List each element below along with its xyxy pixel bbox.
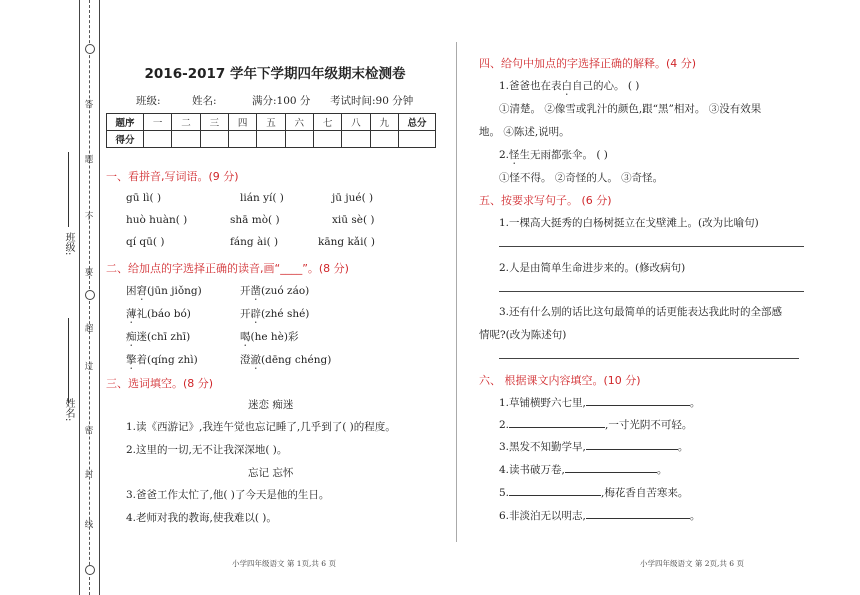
dotted-char: 凿 xyxy=(250,285,261,297)
question xyxy=(499,438,688,454)
seal-char: 封 xyxy=(84,470,94,480)
name-label: 姓名: xyxy=(63,398,74,422)
question xyxy=(499,416,692,432)
question-text: 2. xyxy=(499,149,510,161)
binding-margin xyxy=(0,0,100,595)
score-table-row xyxy=(107,131,436,148)
reading-item xyxy=(126,283,202,303)
reading-options[interactable]: (zhé shé) xyxy=(261,308,310,320)
options: ①清楚。 ②像雪或乳汁的颜色,跟“黑”相对。 ③没有效果 xyxy=(499,103,762,115)
pinyin-item: lián yí( ) xyxy=(240,192,284,204)
reading-options[interactable]: (qíng zhì) xyxy=(147,354,198,366)
question: 2.这里的一切,无不让我深深地( )。 xyxy=(126,444,288,456)
question-text: 5. xyxy=(499,487,510,499)
question-text: 1.爸爸也在表 xyxy=(499,80,562,92)
footer-right: 小学四年级语文 第 2页,共 6 页 xyxy=(640,559,744,568)
seal-char: 不 xyxy=(84,212,94,222)
question: 1.一棵高大挺秀的白杨树挺立在戈壁滩上。(改为比喻句) xyxy=(499,217,759,229)
name-fill-line xyxy=(68,318,69,403)
class-fill-line xyxy=(68,152,69,227)
dotted-char: 白 xyxy=(561,80,573,92)
question: 情呢?(改为陈述句) xyxy=(479,329,567,341)
seal-char: 密 xyxy=(84,426,94,436)
section-1-title: 一、看拼音,写词语。(9 分) xyxy=(106,170,239,183)
dotted-char: 痴 xyxy=(126,331,137,343)
reading-options[interactable]: (jūn jiǒng) xyxy=(147,285,202,297)
question: 3.还有什么别的话比这句最简单的话更能表达我此时的全部感 xyxy=(499,306,783,318)
binding-hole-icon xyxy=(85,44,95,54)
class-info: 班级: xyxy=(136,95,161,107)
word-char: 迷 xyxy=(136,331,147,343)
word-char: 开 xyxy=(240,285,251,297)
reading-item xyxy=(126,352,198,372)
score-cell[interactable] xyxy=(144,131,172,148)
table-cell: 总分 xyxy=(399,114,436,131)
fill-blank[interactable] xyxy=(586,507,690,519)
score-cell[interactable] xyxy=(228,131,256,148)
table-cell: 一 xyxy=(144,114,172,131)
dotted-char: 擎 xyxy=(126,354,137,366)
question: 3.爸爸工作太忙了,他( )了今天是他的生日。 xyxy=(126,489,330,501)
footer-left: 小学四年级语文 第 1页,共 6 页 xyxy=(232,559,336,568)
pinyin-item: qí qū( ) xyxy=(126,236,165,248)
reading-item xyxy=(240,283,309,303)
table-cell: 二 xyxy=(172,114,200,131)
binding-line-inner xyxy=(99,0,100,595)
score-cell[interactable] xyxy=(313,131,341,148)
pinyin-item: fáng ài( ) xyxy=(230,236,279,248)
question-text: 。 xyxy=(677,441,689,453)
table-cell: 九 xyxy=(370,114,398,131)
page-divider xyxy=(456,42,457,542)
question xyxy=(499,78,639,98)
dotted-char: 澈 xyxy=(250,354,261,366)
question-text: 1.草铺横野六七里, xyxy=(499,397,586,409)
table-cell: 八 xyxy=(342,114,370,131)
page-title: 2016-2017 学年下学期四年级期末检测卷 xyxy=(144,66,406,82)
seal-char: 题 xyxy=(84,155,94,165)
reading-options[interactable]: (chī zhī) xyxy=(147,331,191,343)
score-cell[interactable] xyxy=(200,131,228,148)
dotted-char: 怪 xyxy=(509,149,520,161)
section-4-title: 四、给句中加点的字选择正确的解释。(4 分) xyxy=(479,57,697,70)
section-3-title: 三、选词填空。(8 分) xyxy=(106,377,214,390)
section-5-title: 五、按要求写句子。 (6 分) xyxy=(479,194,612,207)
word-char: 彩 xyxy=(287,331,299,343)
question-text: 生无雨都张伞。 ( ) xyxy=(519,149,608,161)
reading-item xyxy=(240,352,331,372)
reading-options[interactable]: (zuó záo) xyxy=(261,285,310,297)
seal-char: 过 xyxy=(84,362,94,372)
seal-char: 线 xyxy=(84,520,94,530)
dotted-char: 辟 xyxy=(250,308,261,320)
table-cell: 六 xyxy=(285,114,313,131)
question-text: 。 xyxy=(689,397,701,409)
reading-options[interactable]: (he hè) xyxy=(250,331,288,343)
word-choices: 迷恋 痴迷 xyxy=(248,399,294,411)
word-choices: 忘记 忘怀 xyxy=(248,467,294,479)
question xyxy=(499,394,700,410)
table-cell: 三 xyxy=(200,114,228,131)
question: 4.老师对我的教诲,使我难以( )。 xyxy=(126,512,277,524)
pinyin-item: xiū sè( ) xyxy=(332,214,375,226)
question-text: ,梅花香自苦寒来。 xyxy=(601,487,689,499)
question-text: 。 xyxy=(689,510,701,522)
reading-item xyxy=(240,306,309,326)
reading-item xyxy=(126,306,191,326)
word-char: 着 xyxy=(136,354,147,366)
table-cell: 五 xyxy=(257,114,285,131)
answer-line[interactable] xyxy=(499,291,804,292)
score-table xyxy=(106,113,436,148)
score-cell[interactable] xyxy=(342,131,370,148)
exam-time: 考试时间:90 分钟 xyxy=(330,95,414,107)
seal-char: 要 xyxy=(84,268,94,278)
section-6-title: 六、 根据课文内容填空。(10 分) xyxy=(479,374,641,387)
question-text: 4.读书破万卷, xyxy=(499,464,565,476)
score-table-header xyxy=(107,114,436,131)
fill-blank[interactable] xyxy=(586,394,690,406)
seal-char: 超 xyxy=(84,324,94,334)
dotted-char: 薄 xyxy=(126,308,137,320)
word-char: 困 xyxy=(126,285,137,297)
dotted-char: 喝 xyxy=(240,331,251,343)
score-cell[interactable] xyxy=(399,131,436,148)
score-cell[interactable] xyxy=(172,131,200,148)
fill-blank[interactable] xyxy=(509,416,605,428)
seal-char: 答 xyxy=(84,100,94,110)
full-score: 满分:100 分 xyxy=(252,95,311,107)
answer-line[interactable] xyxy=(499,246,804,247)
question: 1.读《西游记》,我连午觉也忘记睡了,几乎到了( )的程度。 xyxy=(126,421,396,433)
binding-line-outer xyxy=(79,0,80,595)
fill-blank[interactable] xyxy=(565,461,657,473)
fill-blank[interactable] xyxy=(509,484,601,496)
score-cell[interactable] xyxy=(257,131,285,148)
question-text: 2. xyxy=(499,419,510,431)
options: 地。 ④陈述,说明。 xyxy=(479,126,570,138)
reading-item xyxy=(126,329,190,349)
pinyin-item: huò huàn( ) xyxy=(126,214,188,226)
score-cell[interactable] xyxy=(370,131,398,148)
question-text: 自己的心。 ( ) xyxy=(572,80,640,92)
word-char: 礼 xyxy=(136,308,147,320)
question xyxy=(499,484,688,500)
question-text: 6.非淡泊无以明志, xyxy=(499,510,586,522)
word-char: 开 xyxy=(240,308,251,320)
section-2-title: 二、给加点的字选择正确的读音,画“____”。(8 分) xyxy=(106,262,349,275)
table-cell: 四 xyxy=(228,114,256,131)
question-text: 。 xyxy=(656,464,668,476)
table-cell: 题序 xyxy=(107,114,144,131)
question xyxy=(499,461,667,477)
question xyxy=(499,147,608,167)
question-text: ,一寸光阴不可轻。 xyxy=(605,419,693,431)
table-cell: 七 xyxy=(313,114,341,131)
table-cell: 得分 xyxy=(107,131,144,148)
options: ①怪不得。 ②奇怪的人。 ③奇怪。 xyxy=(499,172,664,184)
pinyin-item: jū jué( ) xyxy=(332,192,374,204)
reading-options[interactable]: (dēng chéng) xyxy=(261,354,332,366)
name-info: 姓名: xyxy=(192,95,217,107)
word-char: 澄 xyxy=(240,354,251,366)
reading-item xyxy=(240,329,298,349)
answer-line[interactable] xyxy=(499,358,799,359)
class-label: 班级: xyxy=(63,232,74,256)
reading-options[interactable]: (báo bó) xyxy=(147,308,191,320)
question: 2.人是由简单生命进步来的。(修改病句) xyxy=(499,262,686,274)
score-cell[interactable] xyxy=(285,131,313,148)
dotted-char: 窘 xyxy=(136,285,147,297)
pinyin-item: gū lì( ) xyxy=(126,192,162,204)
pinyin-item: shā mò( ) xyxy=(230,214,280,226)
binding-hole-icon xyxy=(85,290,95,300)
question-text: 3.黑发不知勤学早, xyxy=(499,441,586,453)
fill-blank[interactable] xyxy=(586,438,678,450)
question xyxy=(499,507,700,523)
binding-hole-icon xyxy=(85,565,95,575)
pinyin-item: kāng kǎi( ) xyxy=(318,236,375,248)
